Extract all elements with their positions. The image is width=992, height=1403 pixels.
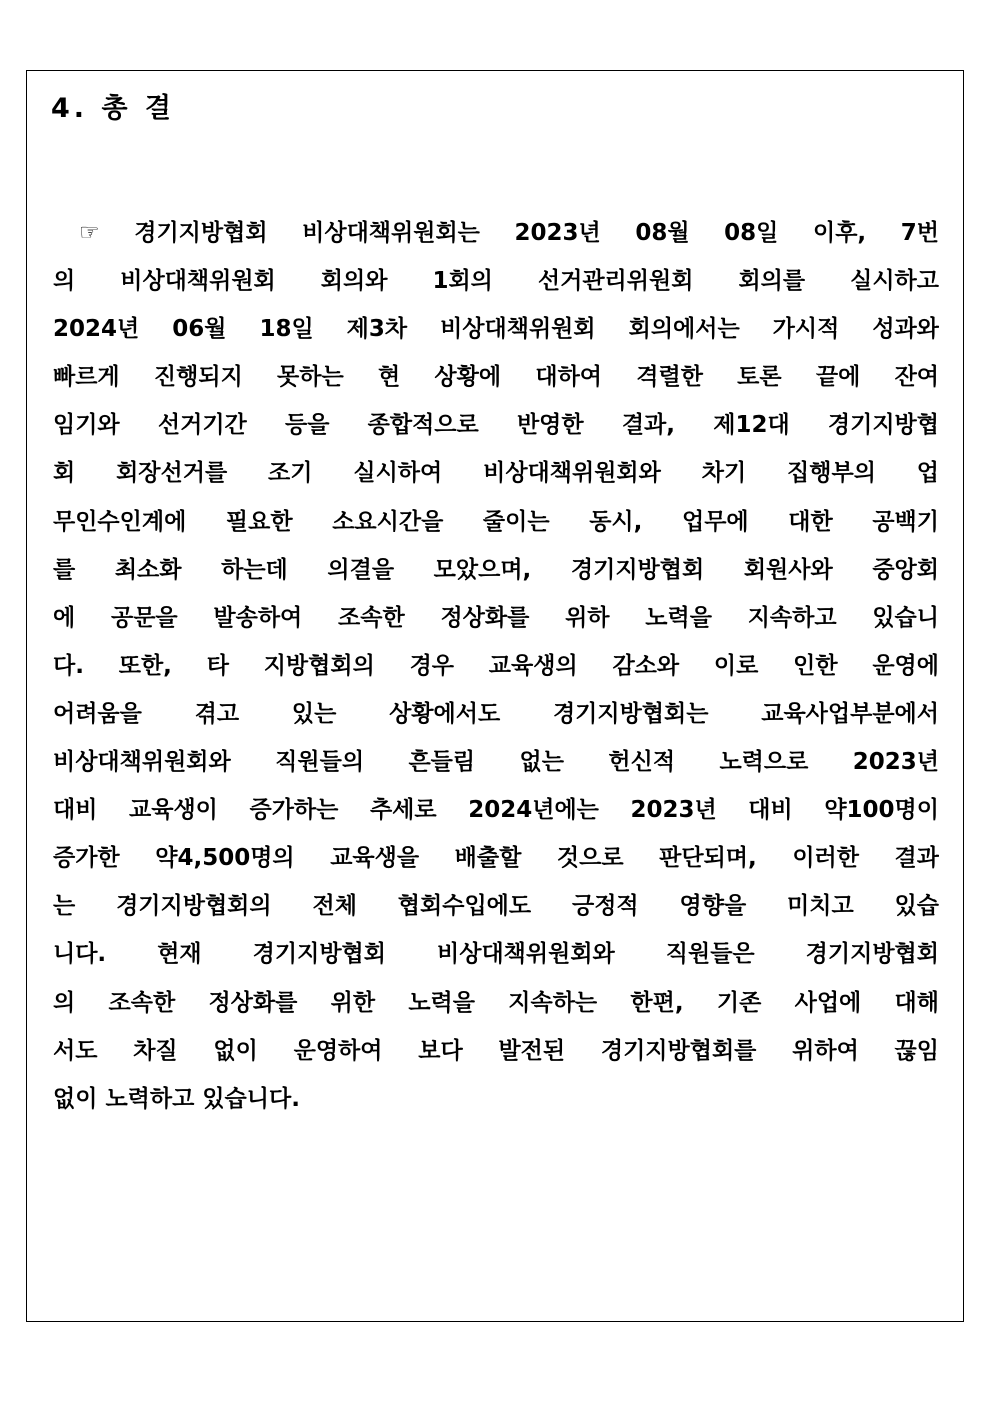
paragraph-line: 는 경기지방협회의 전체 협회수입에도 긍정적 영향을 미치고 있습 [53, 893, 939, 920]
paragraph-line: 어려움을 겪고 있는 상황에서도 경기지방협회는 교육사업부분에서 [53, 700, 939, 727]
paragraph-line: ☞ 경기지방협회 비상대책위원회는 2023년 08월 08일 이후, 7번 [79, 220, 939, 246]
paragraph-line: 대비 교육생이 증가하는 추세로 2024년에는 2023년 대비 약100명이 [53, 797, 939, 824]
document-frame [26, 70, 964, 1322]
paragraph-line: 다. 또한, 타 지방협회의 경우 교육생의 감소와 이로 인한 운영에 [53, 652, 939, 679]
paragraph-line: 증가한 약4,500명의 교육생을 배출할 것으로 판단되며, 이러한 결과 [53, 845, 939, 872]
summary-paragraph [53, 209, 939, 1123]
paragraph-line: 빠르게 진행되지 못하는 현 상황에 대하여 격렬한 토론 끝에 잔여 [53, 364, 939, 391]
paragraph-line: 니다. 현재 경기지방협회 비상대책위원회와 직원들은 경기지방협회 [53, 941, 939, 968]
paragraph-line: 비상대책위원회와 직원들의 흔들림 없는 헌신적 노력으로 2023년 [53, 749, 939, 776]
paragraph-line: 에 공문을 발송하여 조속한 정상화를 위하 노력을 지속하고 있습니 [53, 604, 939, 631]
paragraph-line: 2024년 06월 18일 제3차 비상대책위원회 회의에서는 가시적 성과와 [53, 316, 939, 343]
paragraph-line: 의 비상대책위원회 회의와 1회의 선거관리위원회 회의를 실시하고 [53, 268, 939, 295]
paragraph-line: 없이 노력하고 있습니다. [53, 1085, 300, 1112]
section-heading: 4. 총 결 [51, 93, 176, 124]
paragraph-line: 회 회장선거를 조기 실시하여 비상대책위원회와 차기 집행부의 업 [53, 460, 939, 487]
paragraph-line: 를 최소화 하는데 의결을 모았으며, 경기지방협회 회원사와 중앙회 [53, 556, 939, 583]
paragraph-line: 의 조속한 정상화를 위한 노력을 지속하는 한편, 기존 사업에 대해 [53, 989, 939, 1016]
paragraph-line: 임기와 선거기간 등을 종합적으로 반영한 결과, 제12대 경기지방협 [53, 412, 939, 439]
paragraph-line: 무인수인계에 필요한 소요시간을 줄이는 동시, 업무에 대한 공백기 [53, 508, 939, 535]
paragraph-line: 서도 차질 없이 운영하여 보다 발전된 경기지방협회를 위하여 끊임 [53, 1037, 939, 1064]
